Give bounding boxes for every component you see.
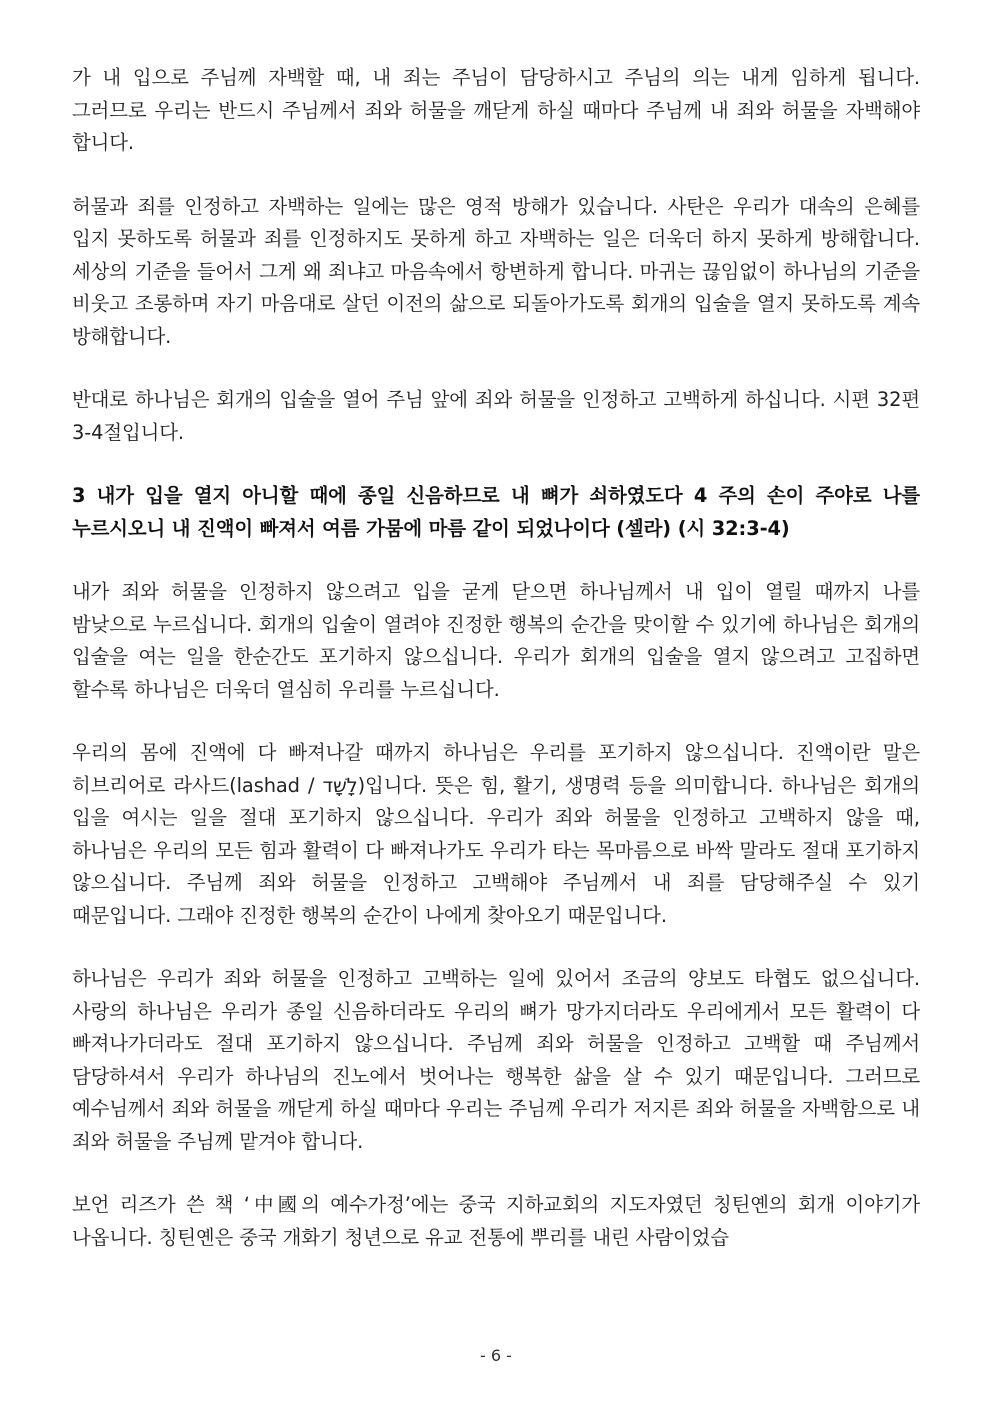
paragraph-book-story: 보언 리즈가 쓴 책 ‘中國의 예수가정’에는 중국 지하교회의 지도자였던 칭틴옌의 회개 이야기가 나옵니다. 칭틴옌은 중국 개화기 청년으로 유교 전통에 뿌리를 내린 사람이었습 [72, 1193, 920, 1249]
document-body [72, 62, 920, 1254]
scripture-quote-psalm-32: 3 내가 입을 열지 아니할 때에 종일 신음하므로 내 뼈가 쇠하였도다 4 주의 손이 주야로 나를 누르시오니 내 진액이 빠져서 여름 가뭄에 마름 같이 되었나이다 (셀라) (시 32:3-4) [72, 484, 920, 540]
paragraph-god-presses: 내가 죄와 허물을 인정하지 않으려고 입을 굳게 닫으면 하나님께서 내 입이 열릴 때까지 나를 밤낮으로 누르십니다. 회개의 입술이 열려야 진정한 행복의 순간을 맞이할 수 있기에 하나님은 회개의 입술을 여는 일을 한순간도 포기하지 않으십니다. 우리가 회개의 입술을 열지 않으려고 고집하면 할수록 하나님은 더욱더 열심히 우리를 누르십니다. [72, 580, 920, 701]
page-number: - 6 - [480, 1346, 512, 1365]
paragraph-lashad-meaning: 우리의 몸에 진액에 다 빠져나갈 때까지 하나님은 우리를 포기하지 않으십니다. 진액이란 말은 히브리어로 라사드(lashad / לָשָׁד)입니다. 뜻은 힘, 활기, 생명력 등을 의미합니다. 하나님은 회개의 입을 여시는 일을 절대 포기하지 않으십니다. 우리가 죄와 허물을 인정하고 고백하지 않을 때, 하나님은 우리의 모든 힘과 활력이 다 빠져나가도 우리가 타는 목마름으로 바싹 말라도 절대 포기하지 않으십니다. 주님께 죄와 허물을 인정하고 고백해야 주님께서 내 죄를 담당해주실 수 있기 때문입니다. 그래야 진정한 행복의 순간이 나에게 찾아오기 때문입니다. [72, 741, 920, 927]
paragraph-no-compromise: 하나님은 우리가 죄와 허물을 인정하고 고백하는 일에 있어서 조금의 양보도 타협도 없으십니다. 사랑의 하나님은 우리가 종일 신음하더라도 우리의 뼈가 망가지더라도 우리에게서 모든 활력이 다 빠져나가더라도 절대 포기하지 않으십니다. 주님께 죄와 허물을 인정하고 고백할 때 주님께서 담당하셔서 우리가 하나님의 진노에서 벗어나는 행복한 삶을 살 수 있기 때문입니다. 그러므로 예수님께서 죄와 허물을 깨닫게 하실 때마다 우리는 주님께 우리가 저지른 죄와 허물을 자백함으로 내 죄와 허물을 주님께 맡겨야 합니다. [72, 967, 920, 1153]
paragraph-spiritual-hindrance: 허물과 죄를 인정하고 자백하는 일에는 많은 영적 방해가 있습니다. 사탄은 우리가 대속의 은혜를 입지 못하도록 허물과 죄를 인정하지도 못하게 하고 자백하는 일은 더욱더 하지 못하게 방해합니다. 세상의 기준을 들어서 그게 왜 죄냐고 마음속에서 항변하게 합니다. 마귀는 끊임없이 하나님의 기준을 비웃고 조롱하며 자기 마음대로 살던 이전의 삶으로 되돌아가도록 회개의 입술을 열지 못하도록 계속 방해합니다. [72, 194, 920, 348]
paragraph-god-opens-lips: 반대로 하나님은 회개의 입술을 열어 주님 앞에 죄와 허물을 인정하고 고백하게 하십니다. 시편 32편 3-4절입니다. [72, 388, 920, 444]
paragraph-confession-result: 가 내 입으로 주님께 자백할 때, 내 죄는 주님이 담당하시고 주님의 의는 내게 임하게 됩니다. 그러므로 우리는 반드시 주님께서 죄와 허물을 깨닫게 하실 때마다 주님께 내 죄와 허물을 자백해야 합니다. [72, 66, 920, 154]
